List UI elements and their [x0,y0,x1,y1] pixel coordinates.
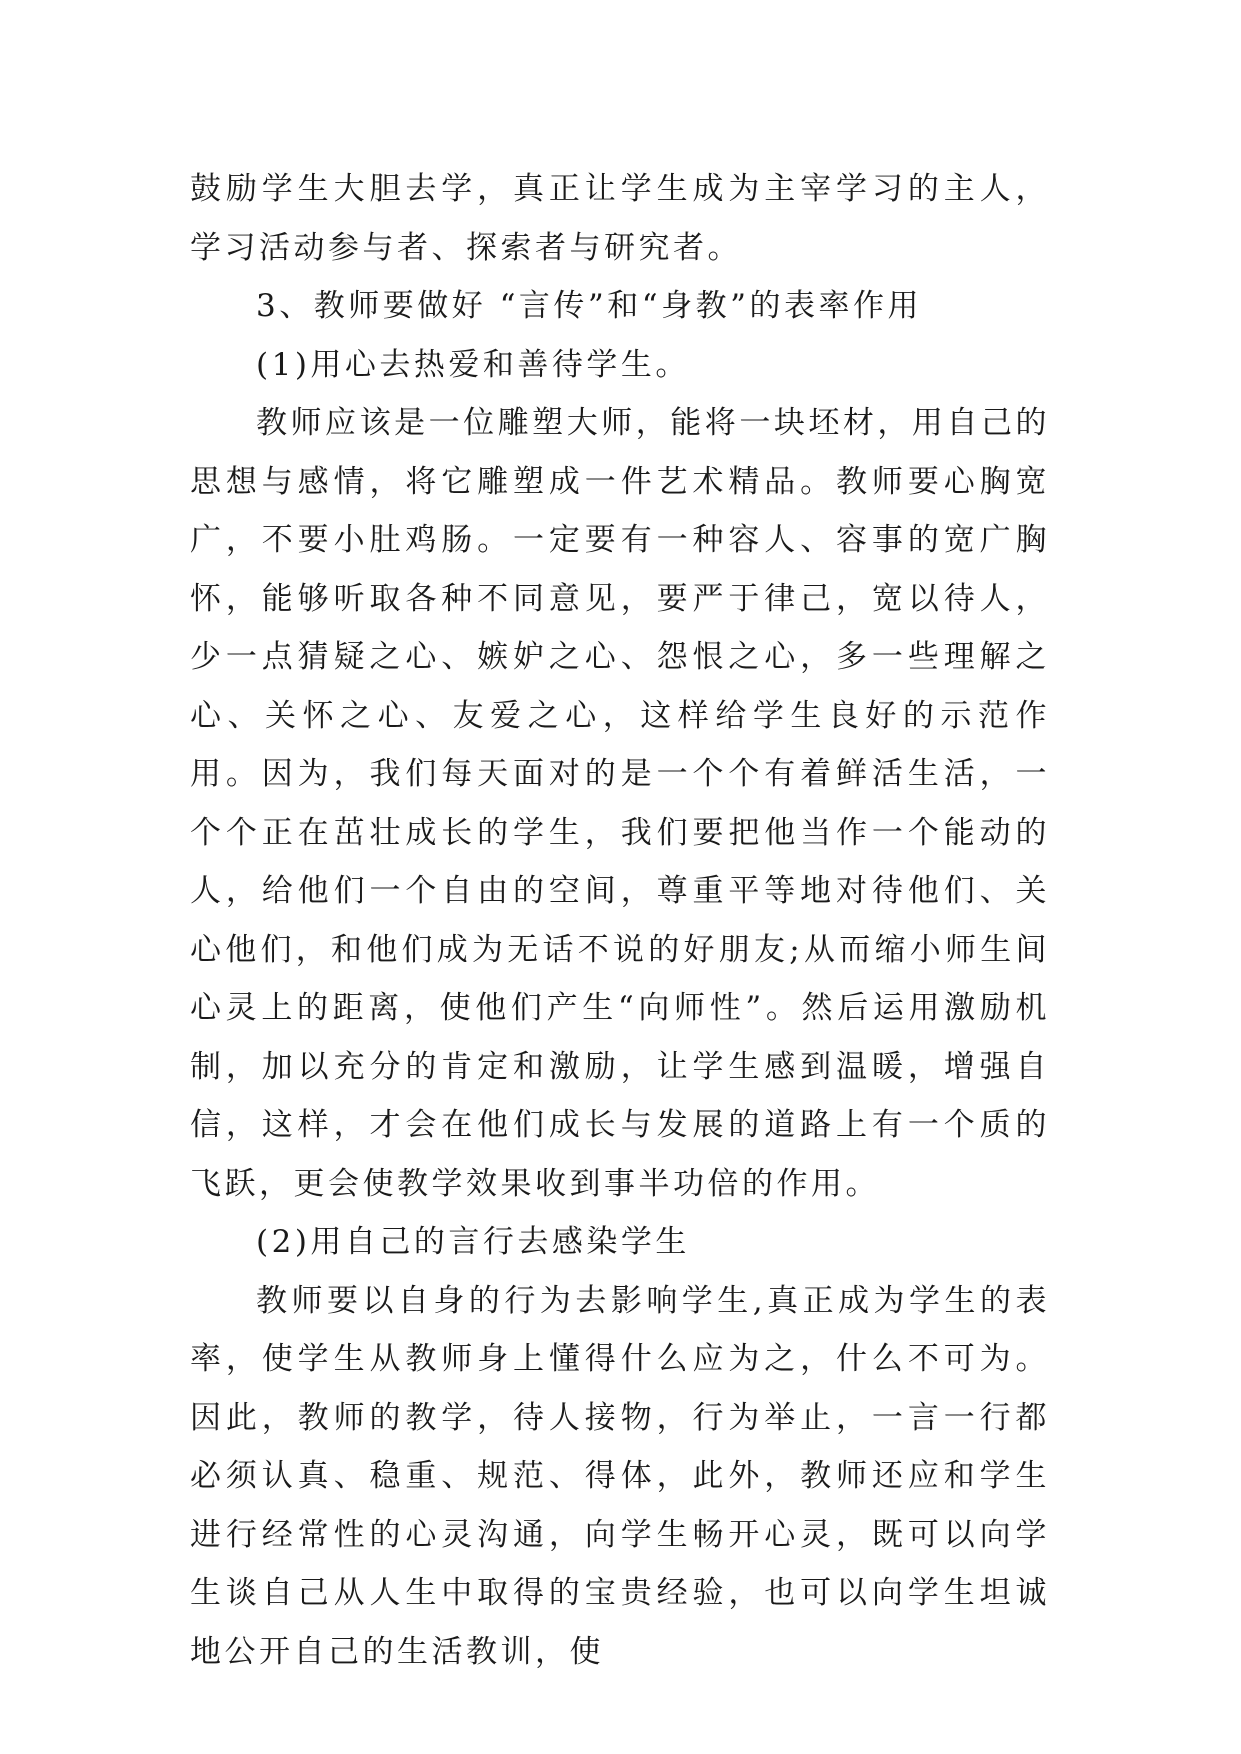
paragraph-continuation: 鼓励学生大胆去学，真正让学生成为主宰学习的主人，学习活动参与者、探索者与研究者。 [190,171,1050,266]
paragraph-body-1: 教师应该是一位雕塑大师，能将一块坯材，用自己的思想与感情，将它雕塑成一件艺术精品。教师要心胸宽广，不要小肚鸡肠。一定要有一种容人、容事的宽广胸怀，能够听取各种不同意见，要严于律己，宽以待人，少一点猜疑之心、嫉妒之心、怨恨之心，多一些理解之心、关怀之心、友爱之心，这样给学生良好的示范作用。因为，我们每天面对的是一个个有着鲜活生活，一个个正在茁壮成长的学生，我们要把他当作一个能动的人，给他们一个自由的空间，尊重平等地对待他们、关心他们，和他们成为无话不说的好朋友;从而缩小师生间心灵上的距离，使他们产生“向师性”。然后运用激励机制，加以充分的肯定和激励，让学生感到温暖，增强自信，这样，才会在他们成长与发展的道路上有一个质的飞跃，更会使教学效果收到事半功倍的作用。 [190,405,1050,1202]
document-body [190,160,1050,1681]
section-heading-3: 3、教师要做好 “言传”和“身教”的表率作用 [256,288,922,324]
paragraph-body-2: 教师要以自身的行为去影响学生,真正成为学生的表率，使学生从教师身上懂得什么应为之，什么不可为。因此，教师的教学，待人接物，行为举止，一言一行都必须认真、稳重、规范、得体，此外，教师还应和学生进行经常性的心灵沟通，向学生畅开心灵，既可以向学生谈自己从人生中取得的宝贵经验，也可以向学生坦诚地公开自己的生活教训，使 [190,1282,1050,1670]
subsection-heading-2: (2)用自己的言行去感染学生 [256,1224,690,1260]
subsection-heading-1: (1)用心去热爱和善待学生。 [256,346,690,383]
